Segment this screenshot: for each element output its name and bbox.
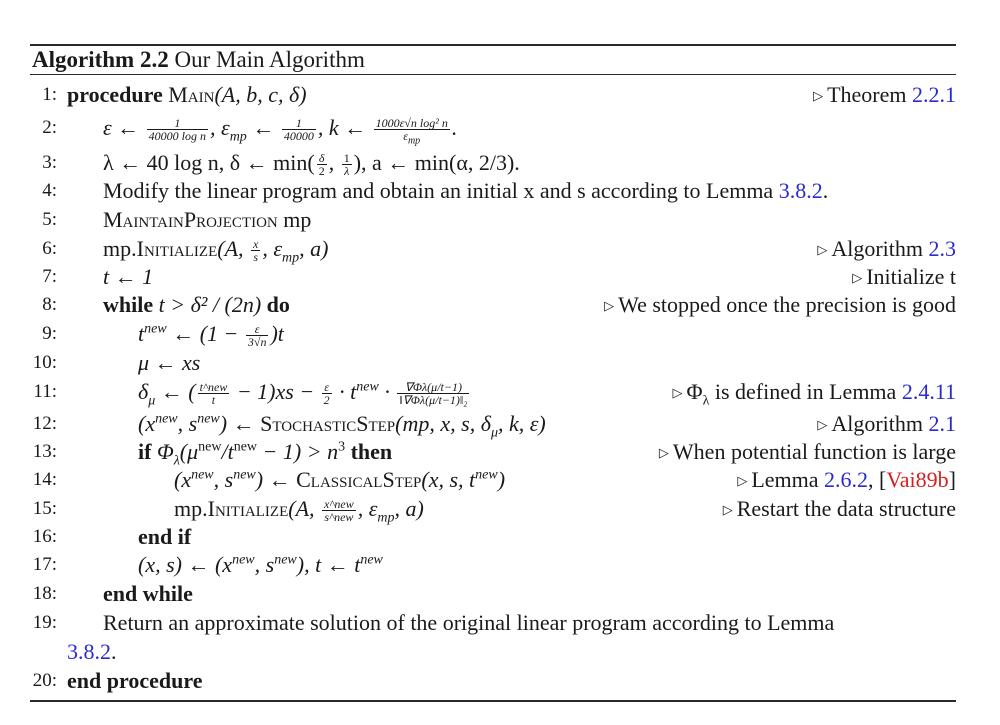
frac-den: t	[211, 393, 216, 408]
expr: ← (1 −	[166, 321, 244, 346]
expr: , [	[868, 467, 887, 492]
caption-label: Algorithm 2.2	[32, 47, 169, 72]
subscript: mp	[377, 510, 395, 526]
line-code	[103, 114, 458, 147]
frac-den: 2	[323, 393, 330, 408]
frac-num: 1	[147, 117, 208, 130]
expr: − 1) > n	[257, 439, 339, 464]
frac-num: 1	[282, 117, 316, 130]
expr: ·	[378, 379, 396, 404]
line-number: 16:	[32, 526, 57, 547]
expr: λ ← 40 log n, δ ← min(	[103, 150, 315, 175]
algo-line-18	[0, 580, 1000, 608]
algo-line-12	[0, 410, 1000, 441]
line-code	[103, 291, 290, 319]
comment-text: is defined in Lemma	[709, 379, 897, 404]
line-comment	[852, 263, 956, 292]
fraction	[198, 381, 230, 406]
line-number: 15:	[32, 498, 57, 519]
procedure-name: ClassicalStep	[296, 467, 422, 492]
subscript: μ	[148, 393, 156, 409]
bottom-rule	[30, 700, 956, 702]
line-code	[67, 81, 307, 109]
procedure-name: Initialize	[136, 236, 218, 261]
fraction	[322, 498, 356, 523]
comment-triangle-icon: ▷	[817, 417, 828, 432]
algo-line-15	[0, 495, 1000, 526]
algo-line-10	[0, 349, 1000, 377]
subscript: λ	[173, 453, 180, 469]
subscript: μ	[490, 425, 498, 441]
expr: mp.	[103, 236, 137, 261]
line-number: 6:	[42, 238, 57, 259]
frac-den-base: ε	[403, 129, 408, 144]
theorem-ref-link[interactable]: 2.2.1	[912, 82, 956, 107]
keyword: then	[350, 439, 393, 464]
keyword: procedure	[67, 82, 163, 107]
comment-triangle-icon: ▷	[672, 385, 683, 400]
comment-text: Restart the data structure	[736, 496, 956, 521]
expr: , s	[254, 552, 275, 577]
line-number: 14:	[32, 469, 57, 490]
line-code	[174, 495, 424, 526]
line-comment	[817, 235, 956, 264]
algo-line-3	[0, 149, 1000, 177]
algo-line-14	[0, 466, 1000, 494]
comment-text: When potential function is large	[672, 439, 956, 464]
line-code	[138, 551, 383, 579]
comment-triangle-icon: ▷	[658, 445, 669, 460]
line-code	[103, 177, 828, 205]
fraction	[282, 117, 316, 142]
line-code: t ← 1	[103, 264, 154, 289]
keyword: do	[266, 292, 290, 317]
expr: .	[451, 115, 458, 140]
superscript: new	[233, 439, 258, 455]
comment-text: Lemma	[751, 467, 819, 492]
line-number: 3:	[42, 152, 57, 173]
algo-line-5	[0, 206, 1000, 234]
keyword: if	[138, 439, 152, 464]
line-number: 20:	[32, 670, 57, 691]
frac-num: 1000ε√n log² n	[375, 116, 448, 131]
expr: ) ←	[255, 467, 297, 492]
line-number: 1:	[42, 84, 57, 105]
line-comment	[737, 466, 956, 495]
frac-den: s^new	[324, 510, 354, 525]
fraction	[322, 381, 332, 406]
comment-text: Initialize t	[866, 264, 956, 289]
expr: (A,	[217, 236, 250, 261]
expr: t	[138, 321, 145, 346]
expr: t > δ² / (2n)	[153, 292, 267, 317]
comment-text: We stopped once the precision is good	[618, 292, 956, 317]
frac-den: λ	[344, 164, 350, 179]
subscript: mp	[229, 129, 247, 145]
superscript: 3	[338, 439, 346, 455]
frac-num: t^new	[199, 380, 228, 395]
expr: ]	[948, 467, 956, 492]
line-number: 9:	[42, 323, 57, 344]
frac-num: ε	[322, 381, 332, 394]
algorithm-ref-link[interactable]: 2.3	[928, 236, 956, 261]
expr: ←	[246, 115, 280, 140]
comment-triangle-icon: ▷	[817, 242, 828, 257]
superscript: new	[191, 467, 214, 483]
superscript: new	[475, 467, 498, 483]
lemma-ref-link[interactable]: 2.6.2	[824, 467, 869, 492]
line-comment	[723, 495, 956, 524]
expr: Φ	[151, 439, 174, 464]
expr: ,	[328, 150, 340, 175]
line-number: 18:	[32, 583, 57, 604]
algo-line-20	[0, 667, 1000, 695]
algo-line-16	[0, 523, 1000, 551]
subscript: mp	[407, 135, 421, 147]
algo-line-2	[0, 114, 1000, 147]
line-code	[103, 235, 329, 266]
frac-den	[374, 129, 450, 147]
line-number: 19:	[32, 612, 57, 633]
expr: .	[111, 639, 117, 664]
algo-line-17	[0, 551, 1000, 579]
expr: , a)	[394, 496, 424, 521]
line-number: 11:	[33, 381, 57, 402]
algo-line-9	[0, 320, 1000, 348]
line-number: 7:	[42, 266, 57, 287]
frac-den: 3√n	[247, 335, 267, 350]
algo-line-4	[0, 177, 1000, 205]
frac-num: ∇Φλ(μ/t−1)	[397, 381, 469, 394]
expr: (x	[174, 467, 192, 492]
frac-den: 40000 log n	[148, 129, 207, 144]
expr: , k, ε)	[497, 411, 546, 436]
expr: (x, s) ← (x	[138, 552, 233, 577]
expr: , ε	[357, 496, 378, 521]
line-comment	[659, 438, 956, 467]
expr: ) ←	[219, 411, 261, 436]
line-comment	[672, 378, 956, 407]
line-text: Return an approximate solution of the original linear program according to Lemma	[103, 610, 835, 635]
expr: .	[822, 178, 829, 203]
fraction	[397, 381, 469, 406]
frac-num: 1	[343, 151, 350, 166]
comment-triangle-icon: ▷	[604, 298, 615, 313]
algo-line-19	[0, 609, 1000, 637]
subscript: λ	[702, 393, 710, 409]
frac-den: ‖∇Φλ(μ/t−1)‖₂	[399, 393, 468, 408]
line-number: 10:	[32, 352, 57, 373]
expr: )t	[270, 321, 284, 346]
expr: mp	[277, 207, 312, 232]
lemma-ref-link[interactable]: 2.4.11	[901, 379, 956, 404]
caption-title: Our Main Algorithm	[174, 47, 365, 72]
citation-link[interactable]: Vai89b	[886, 467, 949, 492]
lemma-ref-link[interactable]: 3.8.2	[67, 639, 111, 664]
line-number: 5:	[42, 209, 57, 230]
expr: , ε	[262, 236, 283, 261]
superscript: new	[155, 411, 178, 427]
expr: , k ←	[317, 115, 372, 140]
superscript: new	[198, 439, 222, 455]
frac-num: ε	[246, 323, 269, 336]
frac-den: 40000	[283, 129, 314, 144]
procedure-args: (A, b, c, δ)	[214, 82, 307, 107]
comment-text: Algorithm	[831, 236, 923, 261]
algorithm-ref-link[interactable]: 2.1	[928, 411, 956, 436]
expr: , a)	[299, 236, 329, 261]
expr: (mp, x, s, δ	[395, 411, 491, 436]
line-number: 8:	[42, 294, 57, 315]
comment-triangle-icon: ▷	[737, 473, 748, 488]
superscript: new	[233, 467, 256, 483]
keyword: end while	[103, 581, 193, 606]
expr: , s	[213, 467, 234, 492]
expr: (x	[138, 411, 156, 436]
line-code	[138, 438, 393, 469]
expr: (μ	[179, 439, 199, 464]
expr: ← (	[155, 379, 196, 404]
line-code	[103, 149, 520, 177]
expr: , ε	[210, 115, 230, 140]
procedure-name: StochasticStep	[260, 411, 396, 436]
expr: ), a ← min(α, 2/3).	[353, 150, 520, 175]
expr: ε ←	[103, 115, 145, 140]
line-number: 17:	[32, 554, 57, 575]
expr: )	[497, 467, 506, 492]
algo-line-6	[0, 235, 1000, 266]
fraction	[374, 116, 450, 147]
superscript: new	[197, 411, 220, 427]
algorithm-caption	[32, 46, 365, 74]
expr: − 1)xs −	[231, 379, 320, 404]
superscript: new	[274, 552, 297, 568]
algo-line-19-cont	[0, 638, 1000, 666]
procedure-name: Main	[168, 82, 215, 107]
algo-line-8	[0, 291, 1000, 319]
line-number: 2:	[42, 117, 57, 138]
superscript: new	[360, 552, 383, 568]
caption-rule	[30, 74, 956, 75]
line-code	[138, 320, 284, 348]
fraction	[342, 152, 352, 177]
algo-line-13	[0, 438, 1000, 469]
line-code: μ ← xs	[138, 350, 201, 375]
line-comment	[813, 81, 956, 110]
line-text: Modify the linear program and obtain an initial x and s according to Lemma	[103, 178, 774, 203]
line-comment	[817, 410, 956, 439]
line-number: 12:	[32, 413, 57, 434]
line-code	[103, 206, 311, 234]
comment-triangle-icon: ▷	[722, 502, 733, 517]
fraction	[147, 117, 208, 142]
expr: /t	[221, 439, 234, 464]
comment-triangle-icon: ▷	[813, 88, 824, 103]
line-code	[67, 638, 117, 666]
expr: ), t ← t	[296, 552, 361, 577]
line-code	[138, 410, 546, 441]
subscript: mp	[282, 250, 300, 266]
procedure-name: Initialize	[207, 496, 289, 521]
expr: (x, s, t	[421, 467, 476, 492]
frac-num: δ	[317, 152, 327, 165]
superscript: new	[356, 379, 379, 395]
frac-num: x^new	[324, 497, 354, 512]
expr: δ	[138, 379, 149, 404]
comment-text: Theorem	[827, 82, 907, 107]
fraction	[246, 323, 269, 348]
algo-line-1	[0, 81, 1000, 109]
comment-triangle-icon: ▷	[852, 270, 863, 285]
frac-den: 2	[318, 164, 325, 179]
expr: · t	[333, 379, 357, 404]
algo-line-11	[0, 378, 1000, 409]
algo-line-7	[0, 263, 1000, 291]
procedure-name: MaintainProjection	[103, 207, 278, 232]
comment-text: Algorithm	[831, 411, 923, 436]
expr: (A,	[288, 496, 321, 521]
fraction	[317, 152, 327, 177]
keyword: end if	[138, 524, 192, 549]
superscript: new	[232, 552, 255, 568]
line-number: 13:	[32, 441, 57, 462]
frac-den: s	[253, 250, 259, 265]
lemma-ref-link[interactable]: 3.8.2	[778, 178, 823, 203]
comment-symbol: Φ	[686, 379, 703, 404]
line-code	[174, 466, 505, 494]
frac-num: x	[253, 237, 259, 252]
line-comment	[604, 291, 956, 320]
line-number: 4:	[42, 180, 57, 201]
keyword: end procedure	[67, 668, 203, 693]
keyword: while	[103, 292, 154, 317]
expr: , s	[177, 411, 198, 436]
fraction	[251, 238, 260, 263]
expr: mp.	[174, 496, 208, 521]
line-code	[138, 378, 471, 409]
superscript: new	[144, 321, 167, 337]
